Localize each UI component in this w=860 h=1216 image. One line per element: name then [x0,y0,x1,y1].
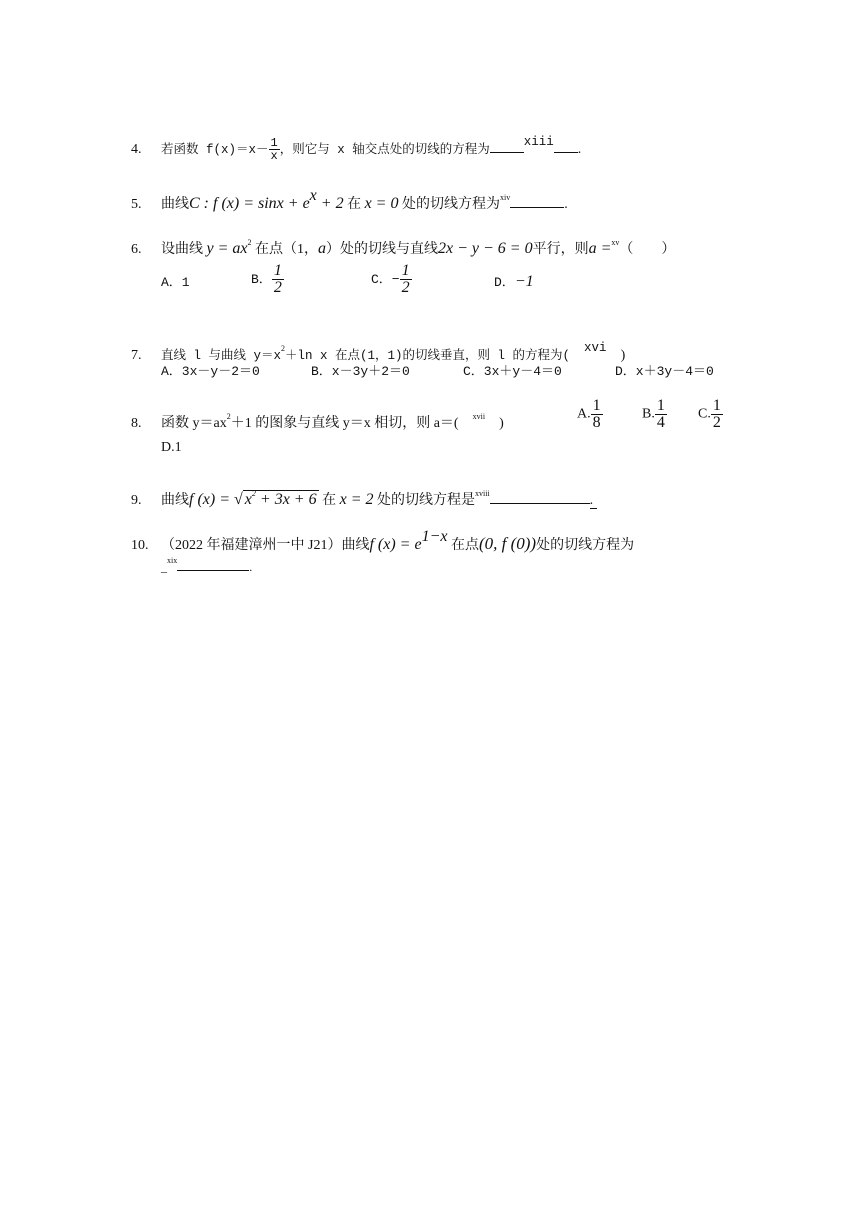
question-number: 4. [131,142,142,157]
period: . [577,142,582,157]
math-expr-b: a [318,240,326,257]
period: . [249,560,253,574]
period: . [590,493,598,509]
endnote-ref: xvi [584,341,607,355]
exponent: 2 [226,412,231,421]
period: . [564,197,568,212]
option-d: D.1 [161,440,182,455]
exponent: 1−x [421,528,448,545]
question-10-line2 [161,552,252,576]
option-b: B. $\frac{1}{4}$ [642,397,665,431]
question-text: 直线 l 与曲线 y＝x [161,349,282,363]
fraction: $\frac{1}{8}$ [592,397,601,431]
question-6 [131,234,675,259]
option-d: D．−1 [494,273,534,290]
question-4 [131,133,581,162]
question-text-b: ，则它与 x 轴交点处的切线的方程为 [279,143,490,157]
radicand: $x^2 + 3x + 6$ [244,489,317,508]
option-c: C．3x＋y－4＝0 [463,364,562,379]
question-text-b: 在 [347,197,362,212]
question-9 [131,485,597,510]
question-text-b: 在 [322,493,337,508]
blank-lead: _ [161,560,167,574]
math-expr-d: a = [588,240,612,257]
question-text: 若函数 f(x)＝x－ [161,143,269,157]
question-number: 9. [131,493,142,508]
question-number: 7. [131,348,142,363]
math-expr: C : f (x) = sinx + e [189,195,310,212]
question-text-b: 在点 [450,538,479,553]
question-text-b: ＋ln x 在点(1，1)的切线垂直，则 l 的方程为( [285,349,571,363]
question-10 [131,528,634,555]
question-number: 5. [131,197,142,212]
answer-blank [510,195,564,208]
fraction: $\frac{1}{x}$ [270,136,278,164]
fraction: $\frac{1}{2}$ [273,262,282,296]
exponent: 2 [247,238,252,247]
question-text: （2022 年福建漳州一中 J21）曲线 [161,538,370,553]
math-expr-b: + 2 [316,195,344,212]
option-a: A．1 [161,275,190,290]
fraction: $\frac{1}{4}$ [656,397,665,431]
exponent: 2 [281,344,286,353]
answer-paren: ) [499,416,504,431]
option-c: C．− $\frac{1}{2}$ [371,262,410,296]
endnote-ref: xviii [475,489,490,498]
question-text: 函数 y＝ax [161,416,227,431]
question-text-d: 平行，则 [532,242,589,257]
exponent: x [309,187,317,204]
math-expr: f (x) = [189,491,234,508]
answer-blank [177,558,249,571]
math-expr-b: (0, f (0)) [478,534,537,553]
math-expr-b: x = 2 [339,491,374,508]
question-number: 8. [131,416,142,431]
answer-paren: ) [620,348,626,363]
question-text: 曲线 [161,197,189,212]
question-text-c: 处的切线方程为 [536,538,635,553]
endnote-ref: xiii [523,135,554,149]
question-number: 6. [131,242,142,257]
answer-blank [490,140,524,153]
endnote-ref: xiv [499,193,511,202]
answer-blank-tail [554,140,578,153]
sqrt-icon: √ [234,491,243,508]
question-text: 设曲线 [161,242,203,257]
question-text-b: 在点（1， [255,242,318,257]
question-text-b: ＋1 的图象与直线 y＝x 相切，则 a＝( [230,416,459,431]
option-b: B．x－3y＋2＝0 [311,364,410,379]
question-text-c: 处的切线方程是 [377,493,475,508]
option-c: C. $\frac{1}{2}$ [698,397,721,431]
endnote-ref: xix [167,556,178,565]
math-expr: f (x) = e [369,536,422,553]
question-text-c: ）处的切线与直线 [326,242,438,257]
question-text-c: 处的切线方程为 [401,197,500,212]
math-expr: y = ax [206,240,248,257]
question-text: 曲线 [161,493,189,508]
option-a: A．3x－y－2＝0 [161,364,260,379]
endnote-ref: xv [611,238,620,247]
fraction: $\frac{1}{2}$ [401,262,410,296]
question-8 [131,408,504,433]
option-d: D．x＋3y－4＝0 [615,364,714,379]
option-b: B． $\frac{1}{2}$ [251,262,282,296]
question-5 [131,187,568,214]
option-a: A. $\frac{1}{8}$ [577,397,601,431]
answer-paren: （ ） [619,242,676,257]
math-expr-c: x = 0 [364,195,399,212]
fraction: $\frac{1}{2}$ [712,397,721,431]
question-number: 10. [131,538,149,553]
endnote-ref: xvii [472,412,486,421]
answer-blank [490,491,590,504]
math-expr-c: 2x − y − 6 = 0 [438,240,533,257]
